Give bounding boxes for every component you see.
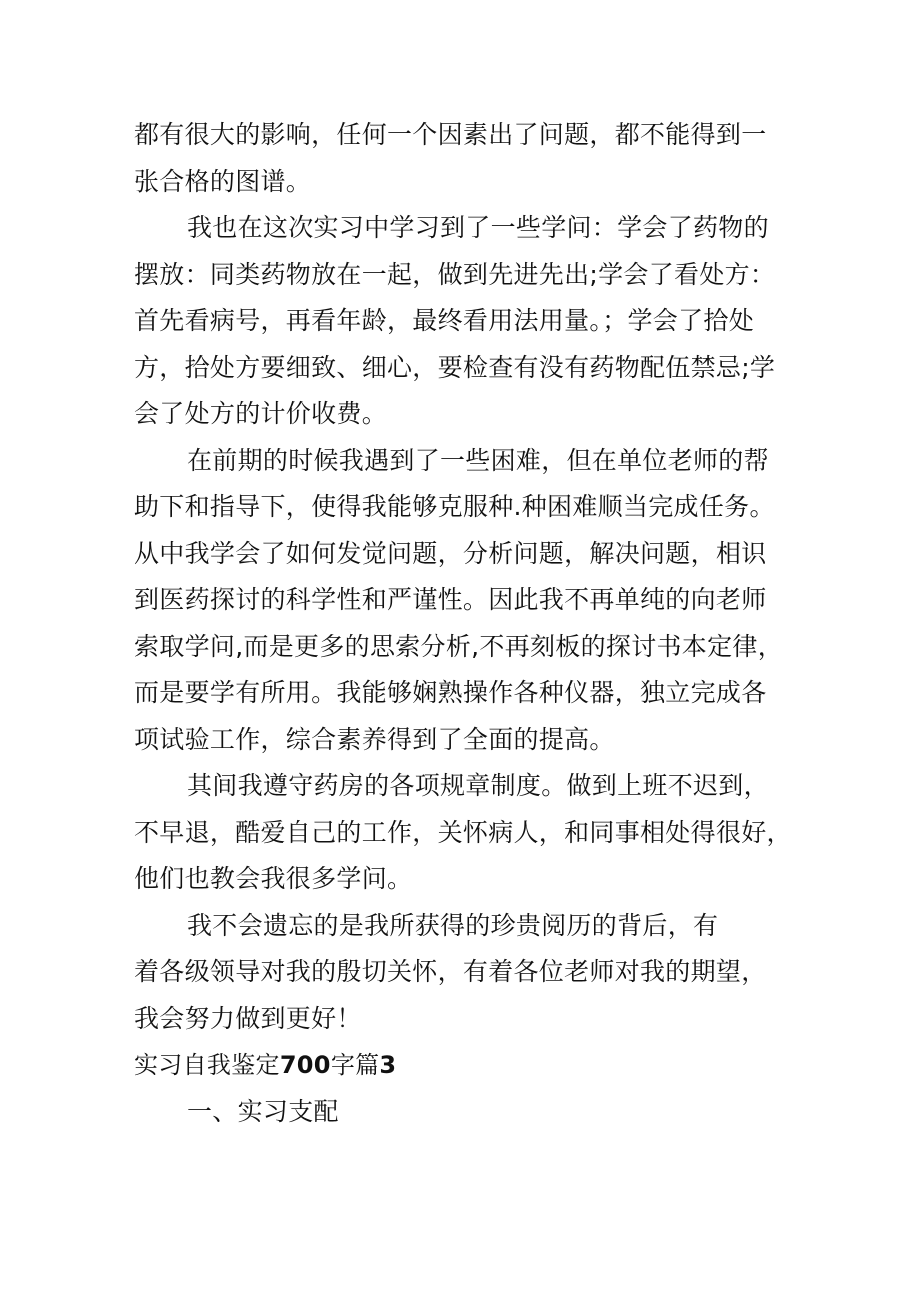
paragraph-line: 着各级领导对我的殷切关怀，有着各位老师对我的期望，	[134, 957, 767, 986]
paragraph-line: 到医药探讨的科学性和严谨性。因此我不再单纯的向老师	[134, 585, 767, 614]
paragraph-line: 首先看病号，再看年龄，最终看用法用量。；学会了拾处	[134, 306, 755, 335]
section-title-index: 3	[379, 1051, 397, 1079]
paragraph-line: 我也在这次实习中学习到了一些学问：学会了药物的	[187, 213, 769, 242]
section-title	[134, 1042, 794, 1089]
paragraph-line: 张合格的图谱。	[134, 166, 312, 196]
paragraph-line: 助下和指导下，使得我能够克服种.种困难顺当完成任务。	[134, 492, 775, 521]
paragraph-line: 会了处方的计价收费。	[134, 399, 388, 428]
section-title-prefix: 实习自我鉴定	[134, 1051, 280, 1079]
paragraph-line: 索取学问,而是更多的思索分析,不再刻板的探讨书本定律，	[134, 631, 783, 661]
paragraph-line: 不早退，酷爱自己的工作，关怀病人，和同事相处得很好，	[134, 817, 792, 847]
paragraph-line: 其间我遵守药房的各项规章制度。做到上班不迟到，	[187, 771, 769, 800]
paragraph-line: 都有很大的影响，任何一个因素出了问题，都不能得到一	[134, 120, 767, 149]
paragraph-line: 他们也教会我很多学问。	[134, 864, 413, 893]
paragraph-line: 方，拾处方要细致、细心，要检查有没有药物配伍禁忌;学	[134, 352, 776, 382]
subheading: 一、实习支配	[187, 1096, 339, 1126]
section-title-suffix: 字篇	[330, 1051, 380, 1079]
paragraph-line: 我不会遗忘的是我所获得的珍贵阅历的背后，有	[187, 910, 719, 940]
paragraph-line: 而是要学有所用。我能够娴熟操作各种仪器，独立完成各	[134, 678, 767, 707]
paragraph-line: 从中我学会了如何发觉问题，分析问题，解决问题，相识	[134, 538, 767, 568]
paragraph-line: 项试验工作，综合素养得到了全面的提高。	[134, 724, 615, 754]
paragraph-line: 我会努力做到更好！	[134, 1003, 362, 1033]
paragraph-line: 摆放：同类药物放在一起，做到先进先出;学会了看处方：	[134, 259, 776, 289]
document-body	[134, 112, 794, 1135]
paragraph-line: 在前期的时候我遇到了一些困难，但在单位老师的帮	[187, 445, 769, 475]
section-title-number: 700	[279, 1051, 331, 1079]
